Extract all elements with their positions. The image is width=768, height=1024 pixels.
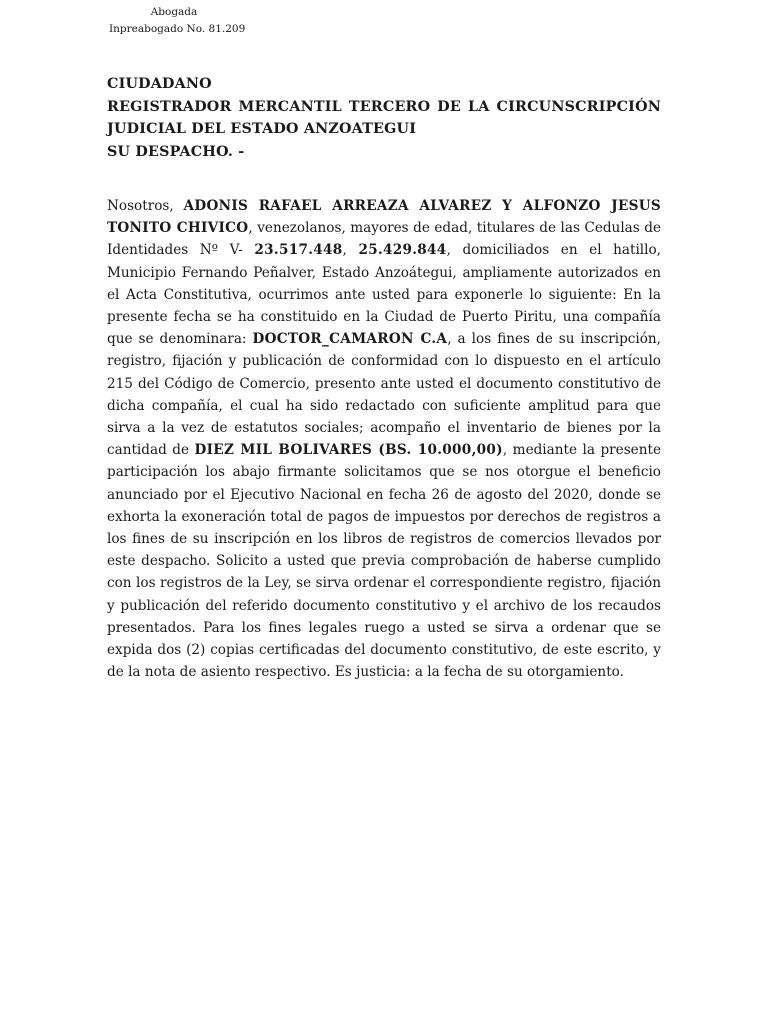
recipient-block xyxy=(107,73,661,163)
body-id-1: 23.517.448 xyxy=(254,242,343,259)
body-text-3: , domiciliados en el hatillo, Municipio Fernando Peñalver, Estado Anzoátegui, ampliamente autorizados en el Acta Constitutiva, ocurrimos ante usted para exponerle lo siguiente: En la presente fecha se ha constituido en la Ciudad de Puerto Piritu, una compañía que se denominara: xyxy=(107,242,661,348)
recipient-line-4: SU DESPACHO. - xyxy=(107,143,245,160)
body-paragraph xyxy=(107,195,661,683)
body-text-4: , a los fines de su inscripción, registro, fijación y publicación de conformidad con lo dispuesto en el artículo 215 del Código de Comercio, presento ante usted el documento constitutivo de dicha compañía, el cual ha sido redactado con suficiente amplitud para que sirva a la vez de estatutos sociales; acompaño el inventario de bienes por la cantidad de xyxy=(107,331,661,459)
body-text-5: , mediante la presente participación los abajo firmante solicitamos que se nos otorgue el beneficio anunciado por el Ejecutivo Nacional en fecha 26 de agosto del 2020, donde se exhorta la exoneración total de pagos de impuestos por derechos de registros a los fines de su inscripción en los libros de registros de comercios llevados por este despacho. Solicito a usted que previa comprobación de haberse cumplido con los registros de la Ley, se sirva ordenar el correspondiente registro, fijación y publicación del referido documento constitutivo y el archivo de los recaudos presentados. Para los fines legales ruego a usted se sirva a ordenar que se expida dos (2) copias certificadas del documento constitutivo, de este escrito, y de la nota de asiento respectivo. Es justicia: a la fecha de su otorgamiento. xyxy=(107,442,661,681)
body-amount: DIEZ MIL BOLIVARES (BS. 10.000,00) xyxy=(194,442,503,459)
body-company-name: DOCTOR_CAMARON C.A xyxy=(252,331,448,348)
recipient-line-2: REGISTRADOR MERCANTIL TERCERO DE LA CIRCUNSCRIPCIÓN xyxy=(107,98,661,115)
recipient-line-1: CIUDADANO xyxy=(107,76,212,92)
body-separator: , xyxy=(342,242,359,259)
recipient-line-3: JUDICIAL DEL ESTADO ANZOATEGUI xyxy=(107,121,417,137)
body-id-2: 25.429.844 xyxy=(358,242,447,259)
letterhead xyxy=(109,4,246,38)
letterhead-registration: Inpreabogado No. 81.209 xyxy=(109,23,246,35)
body-text-1: Nosotros, xyxy=(107,198,184,214)
letterhead-title: Abogada xyxy=(150,6,198,18)
body-names: ADONIS RAFAEL ARREAZA ALVAREZ Y ALFONZO JESUS TONITO CHIVICO xyxy=(107,198,661,237)
body-text-2: , venezolanos, mayores de edad, titulares de las Cedulas de Identidades Nº V- xyxy=(107,220,661,259)
